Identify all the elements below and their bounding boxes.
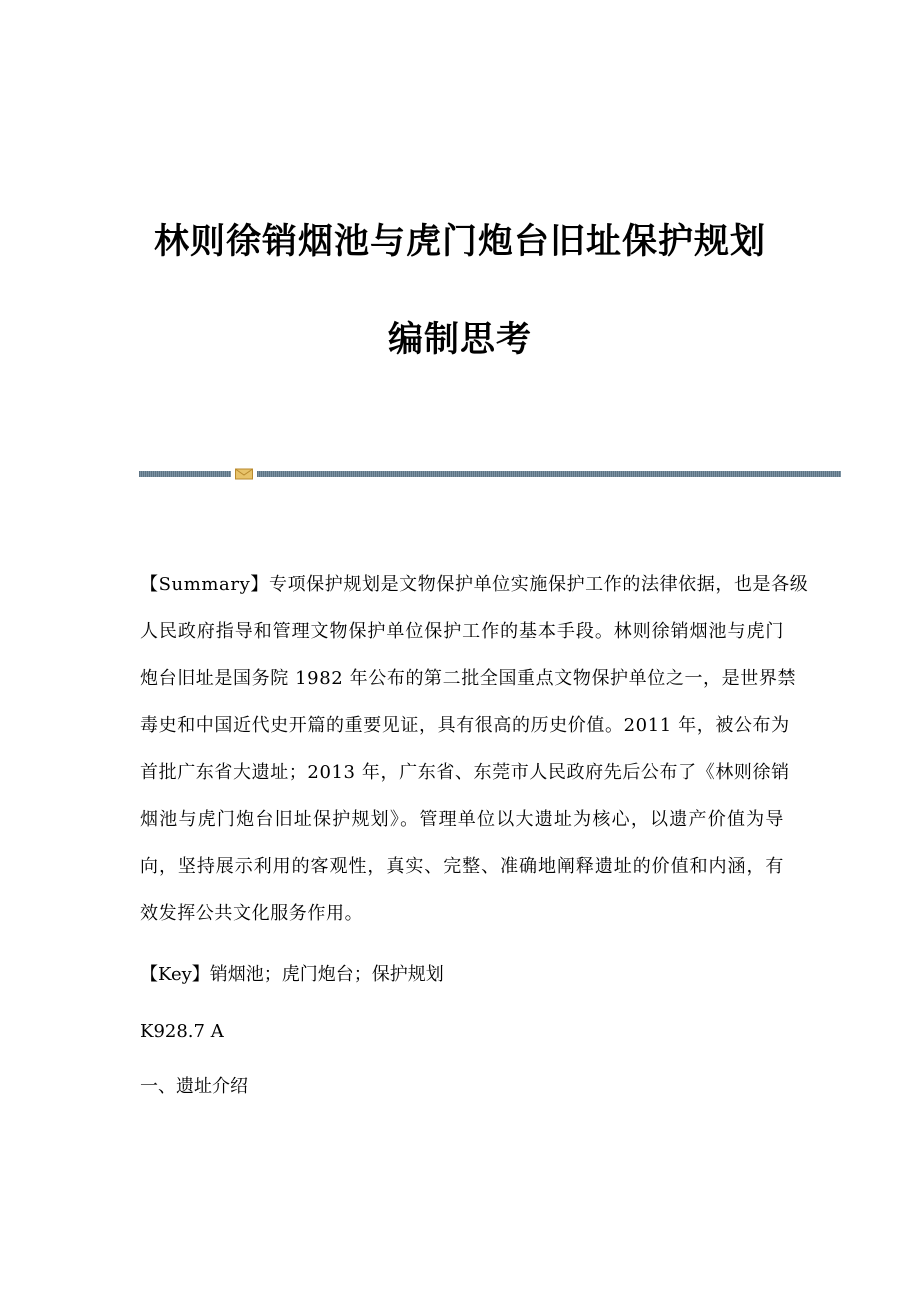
summary-line: 首批广东省大遗址；2013 年，广东省、东莞市人民政府先后公布了《林则徐销 xyxy=(140,762,790,783)
summary-line: 炮台旧址是国务院 1982 年公布的第二批全国重点文物保护单位之一，是世界禁 xyxy=(140,668,797,689)
summary-line: 毒史和中国近代史开篇的重要见证，具有很高的历史价值。2011 年，被公布为 xyxy=(140,715,790,736)
envelope-ornament-icon xyxy=(235,468,253,480)
summary-line: 向，坚持展示利用的客观性，真实、完整、准确地阐释遗址的价值和内涵，有 xyxy=(140,856,784,877)
summary-paragraph xyxy=(140,561,809,937)
divider-bar-left xyxy=(139,471,231,477)
title-divider xyxy=(139,466,841,480)
document-title-line-1: 林则徐销烟池与虎门炮台旧址保护规划 xyxy=(153,222,766,262)
summary-line: 效发挥公共文化服务作用。 xyxy=(140,903,364,924)
summary-line: 烟池与虎门炮台旧址保护规划》。管理单位以大遗址为核心，以遗产价值为导 xyxy=(140,809,784,830)
summary-line: 【Summary】专项保护规划是文物保护单位实施保护工作的法律依据，也是各级 xyxy=(140,574,809,595)
summary-line: 人民政府指导和管理文物保护单位保护工作的基本手段。林则徐销烟池与虎门 xyxy=(140,621,784,642)
divider-bar-right xyxy=(257,471,841,477)
keywords-line: 【Key】销烟池；虎门炮台；保护规划 xyxy=(140,964,444,985)
classification-number: K928.7 A xyxy=(140,1021,224,1042)
section-heading: 一、遗址介绍 xyxy=(140,1076,248,1097)
document-title-line-2: 编制思考 xyxy=(387,320,532,360)
